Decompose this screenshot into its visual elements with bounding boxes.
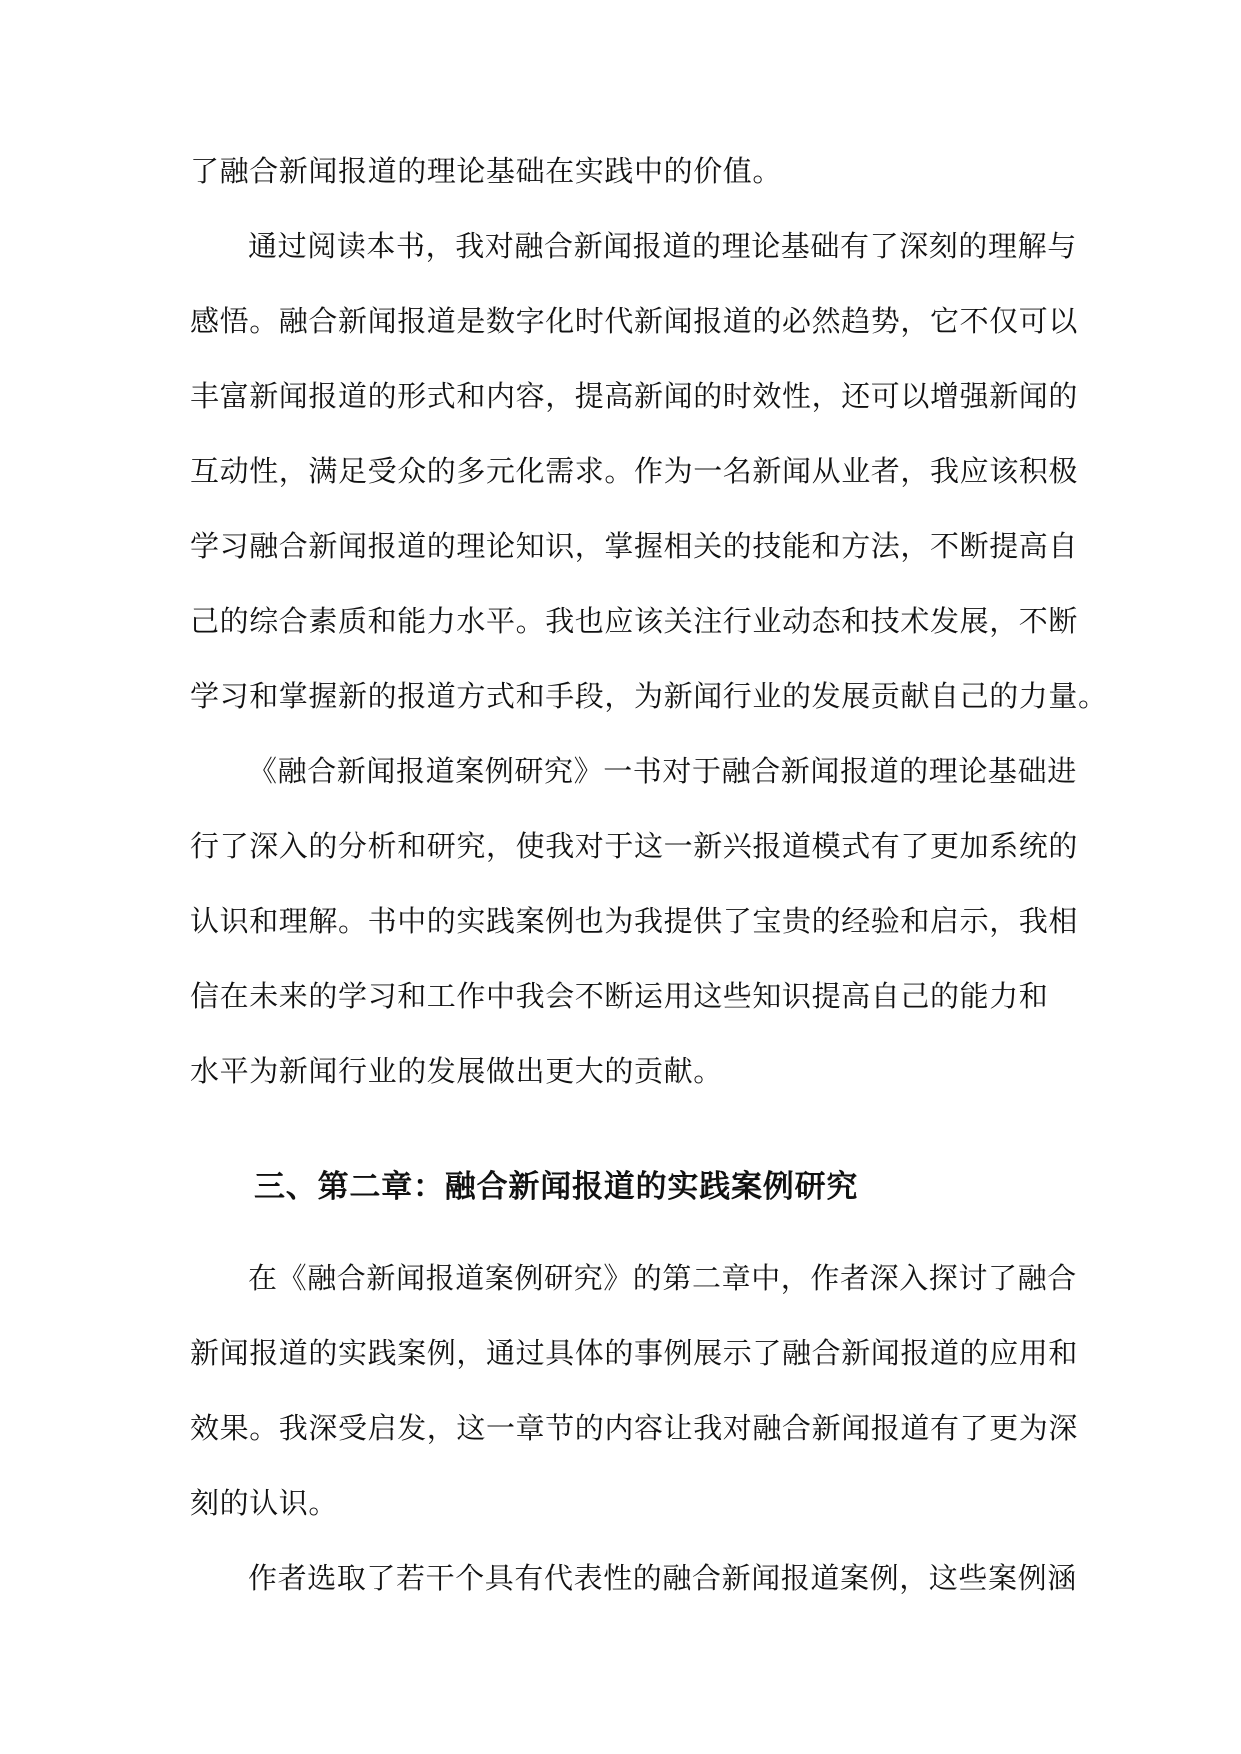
- paragraph-line: 刻的认识。: [190, 1486, 339, 1520]
- paragraph-line: 信在未来的学习和工作中我会不断运用这些知识提高自己的能力和: [190, 979, 1049, 1013]
- paragraph-line: 丰富新闻报道的形式和内容，提高新闻的时效性，还可以增强新闻的: [190, 379, 1079, 413]
- paragraph-line: 学习和掌握新的报道方式和手段，为新闻行业的发展贡献自己的力量。: [190, 679, 1108, 713]
- paragraph-line: 学习融合新闻报道的理论知识，掌握相关的技能和方法，不断提高自: [190, 529, 1079, 563]
- paragraph-line: 新闻报道的实践案例，通过具体的事例展示了融合新闻报道的应用和: [190, 1336, 1079, 1370]
- paragraph-line: 互动性，满足受众的多元化需求。作为一名新闻从业者，我应该积极: [190, 454, 1079, 488]
- paragraph-line: 了融合新闻报道的理论基础在实践中的价值。: [190, 154, 783, 188]
- paragraph-line: 效果。我深受启发，这一章节的内容让我对融合新闻报道有了更为深: [190, 1411, 1079, 1445]
- paragraph-line: 认识和理解。书中的实践案例也为我提供了宝贵的经验和启示，我相: [190, 904, 1079, 938]
- section-heading: 三、第二章：融合新闻报道的实践案例研究: [254, 1169, 859, 1205]
- paragraph-line: 《融合新闻报道案例研究》一书对于融合新闻报道的理论基础进: [248, 754, 1077, 788]
- paragraph-line: 作者选取了若干个具有代表性的融合新闻报道案例，这些案例涵: [248, 1561, 1077, 1595]
- paragraph-line: 在《融合新闻报道案例研究》的第二章中，作者深入探讨了融合: [248, 1261, 1077, 1295]
- paragraph-line: 行了深入的分析和研究，使我对于这一新兴报道模式有了更加系统的: [190, 829, 1079, 863]
- paragraph-line: 水平为新闻行业的发展做出更大的贡献。: [190, 1054, 723, 1088]
- paragraph-line: 己的综合素质和能力水平。我也应该关注行业动态和技术发展，不断: [190, 604, 1079, 638]
- paragraph-line: 通过阅读本书，我对融合新闻报道的理论基础有了深刻的理解与: [248, 229, 1077, 263]
- paragraph-line: 感悟。融合新闻报道是数字化时代新闻报道的必然趋势，它不仅可以: [190, 304, 1079, 338]
